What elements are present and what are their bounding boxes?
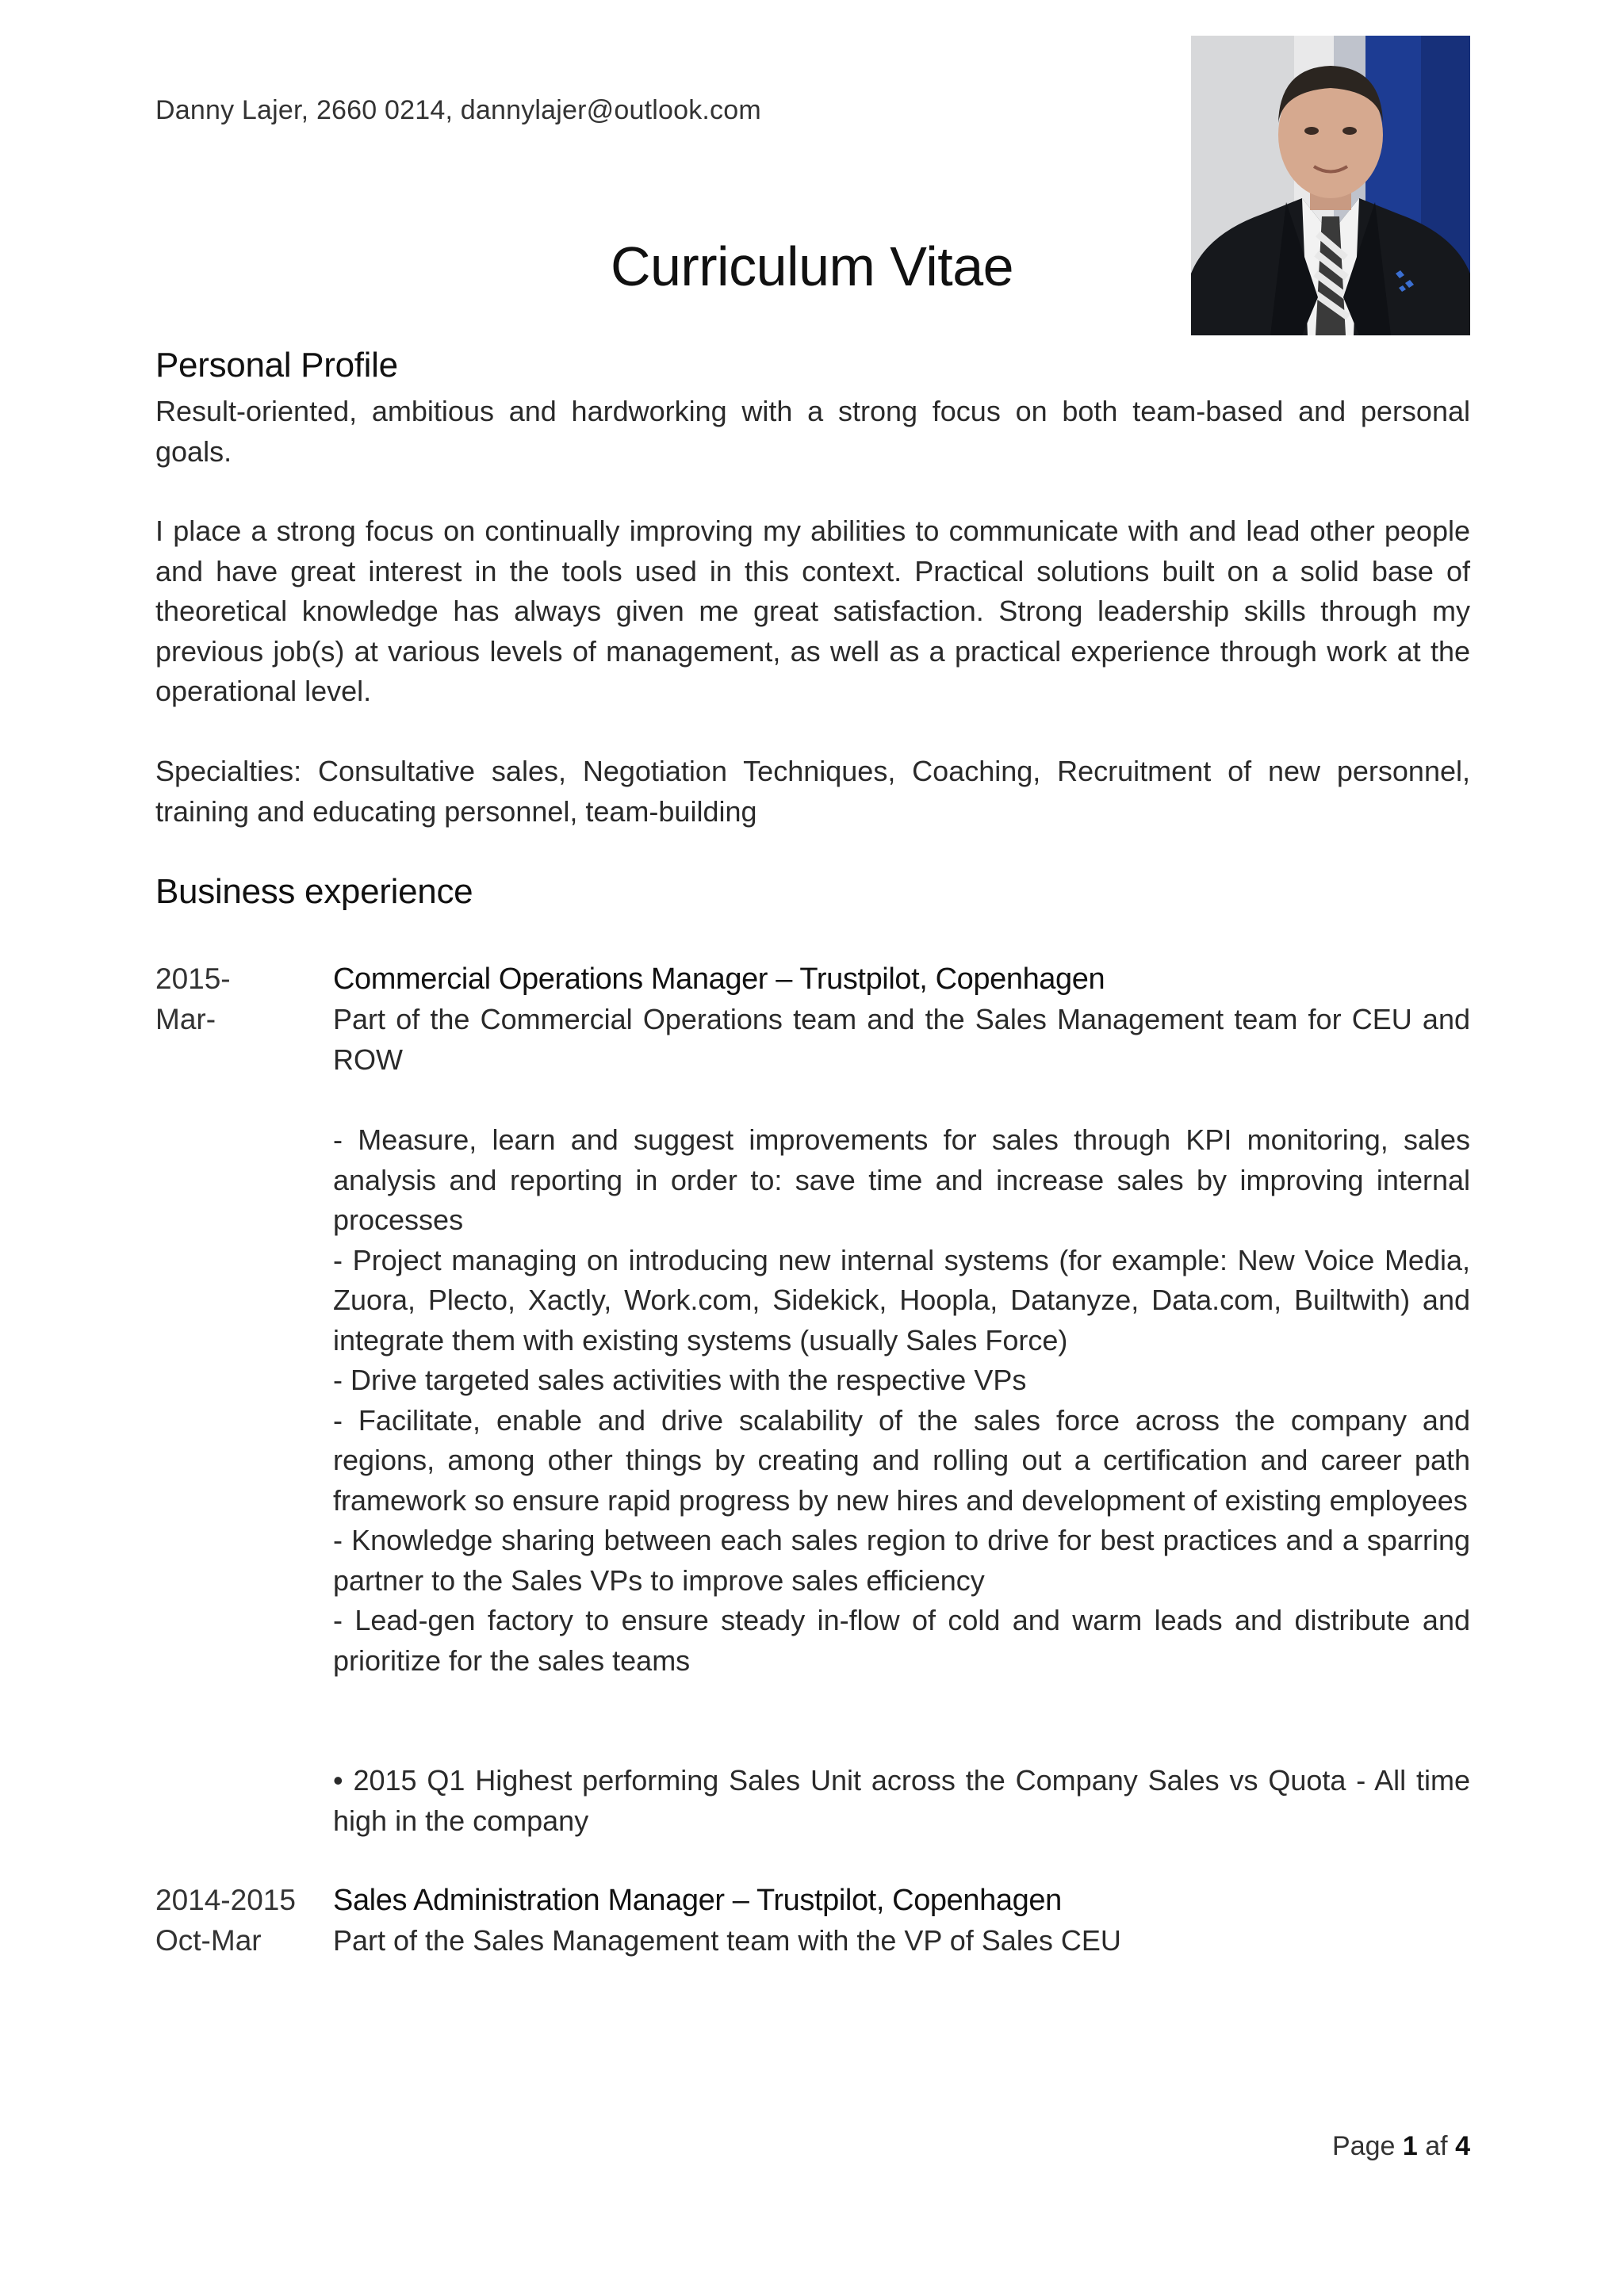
job-date-month: Mar- — [155, 1003, 216, 1035]
section-heading-business-experience: Business experience — [155, 872, 473, 911]
job-duty: - Drive targeted sales activities with the respective VPs — [333, 1364, 1027, 1396]
page-title: Curriculum Vitae — [610, 235, 1014, 297]
job-date-month: Oct-Mar — [155, 1924, 262, 1957]
contact-line: Danny Lajer, 2660 0214, dannylajer@outlook.com — [155, 95, 761, 125]
job-title: Commercial Operations Manager – Trustpilot, Copenhagen — [333, 962, 1105, 996]
job-summary: Part of the Commercial Operations team and the Sales Management team for CEU and ROW — [333, 1003, 1470, 1076]
job-duty: - Knowledge sharing between each sales region to drive for best practices and a sparring partner to the Sales VPs to improve sales efficiency — [333, 1524, 1470, 1597]
job-title: Sales Administration Manager – Trustpilot, Copenhagen — [333, 1884, 1062, 1917]
total-pages: 4 — [1455, 2131, 1470, 2161]
job-achievement: • 2015 Q1 Highest performing Sales Unit across the Company Sales vs Quota - All time high in the company — [333, 1764, 1470, 1837]
job-duty: - Lead-gen factory to ensure steady in-flow of cold and warm leads and distribute and prioritize for the sales teams — [333, 1604, 1470, 1677]
job-duty: - Project managing on introducing new internal systems (for example: New Voice Media, Zuora, Plecto, Xactly, Work.com, Sidekick, Hoopla, Datanyze, Data.com, Builtwith) and integrate them with existing systems (usually Sales Force) — [333, 1243, 1470, 1357]
page-label: Page — [1332, 2131, 1396, 2161]
page-of-label: af — [1425, 2131, 1448, 2161]
job-summary: Part of the Sales Management team with the VP of Sales CEU — [333, 1924, 1121, 1957]
section-heading-personal-profile: Personal Profile — [155, 346, 398, 385]
job-date-year: 2014-2015 — [155, 1884, 296, 1916]
profile-paragraph: I place a strong focus on continually improving my abilities to communicate with and lead other people and have great interest in the tools used in this context. Practical solutions built on a solid base of theoretical knowledge has always given me great satisfaction. Strong leadership skills through my previous job(s) at various levels of management, as well as a practical experience through work at the operational level. — [155, 515, 1470, 707]
page-number — [1332, 2131, 1470, 2162]
job-date-year: 2015- — [155, 962, 231, 995]
profile-photo — [1191, 36, 1470, 335]
job-duty: - Measure, learn and suggest improvements for sales through KPI monitoring, sales analysis and reporting in order to: save time and increase sales by improving internal processes — [333, 1123, 1470, 1236]
current-page: 1 — [1402, 2131, 1418, 2161]
job-duties-list — [333, 1120, 1470, 1681]
profile-paragraph: Result-oriented, ambitious and hardworking with a strong focus on both team-based and personal goals. — [155, 395, 1470, 468]
profile-paragraph: Specialties: Consultative sales, Negotiation Techniques, Coaching, Recruitment of new personnel, training and educating personnel, team-building — [155, 755, 1470, 828]
job-duty: - Facilitate, enable and drive scalability of the sales force across the company and regions, among other things by creating and rolling out a certification and career path framework so ensure rapid progress by new hires and development of existing employees — [333, 1403, 1470, 1517]
